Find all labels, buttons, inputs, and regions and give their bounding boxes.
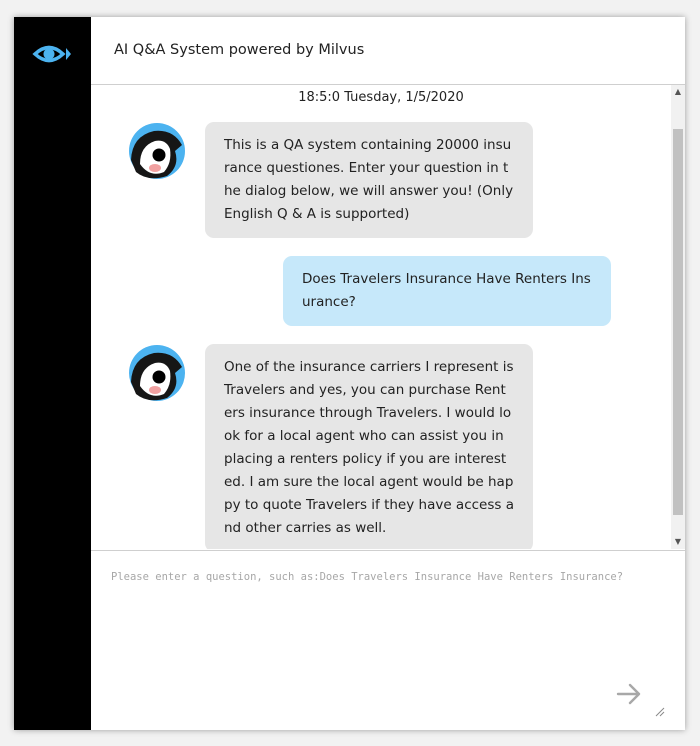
- penguin-avatar-icon: [128, 344, 186, 402]
- header: [91, 17, 685, 85]
- user-message: Does Travelers Insurance Have Renters Insurance?: [283, 256, 611, 326]
- resize-grip-icon[interactable]: [653, 705, 665, 717]
- page-title: AI Q&A System powered by Milvus: [114, 42, 365, 58]
- scroll-down-arrow-icon[interactable]: ▼: [674, 537, 682, 546]
- question-input[interactable]: [91, 551, 685, 730]
- scroll-up-arrow-icon[interactable]: ▲: [674, 87, 682, 96]
- sidebar: [14, 17, 91, 730]
- input-area: [91, 550, 685, 730]
- eye-logo-icon: [32, 39, 72, 69]
- scrollbar-thumb[interactable]: [673, 129, 683, 515]
- chat-log[interactable]: [91, 85, 671, 549]
- bot-message: This is a QA system containing 20000 insurance questiones. Enter your question in the dialog below, we will answer you! (Only English Q & A is supported): [205, 122, 533, 238]
- app-window: [14, 17, 685, 730]
- chat-scrollbar[interactable]: [671, 85, 685, 549]
- send-button[interactable]: [614, 679, 644, 709]
- penguin-avatar-icon: [128, 122, 186, 180]
- bot-message: One of the insurance carriers I represent is Travelers and yes, you can purchase Renters insurance through Travelers. I would look for a local agent who can assist you in placing a renters policy if you are interested. I am sure the local agent would be happy to quote Travelers if they have access and other carries as well.: [205, 344, 533, 549]
- chat-timestamp: 18:5:0 Tuesday, 1/5/2020: [298, 90, 464, 105]
